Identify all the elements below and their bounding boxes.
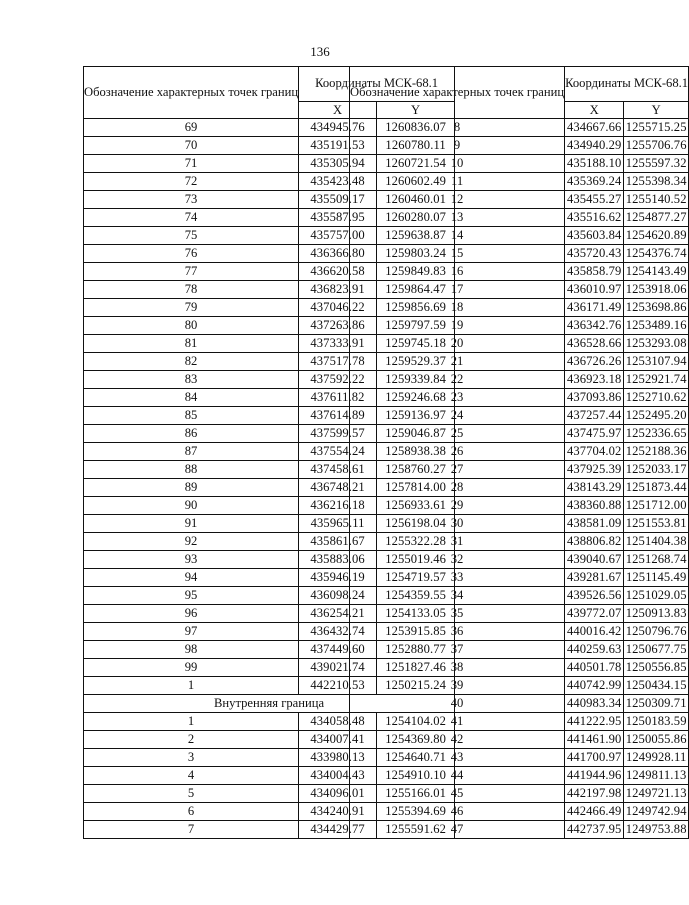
coord-x: 435305.94 <box>299 155 377 173</box>
coord-y: 1257814.00 <box>377 479 455 497</box>
coord-y: 1255394.69 <box>377 803 455 821</box>
coord-y: 1260721.54 <box>377 155 455 173</box>
point-id: 15 <box>350 245 565 263</box>
coord-x: 436010.97 <box>565 281 624 299</box>
table-row <box>350 605 689 623</box>
coord-y: 1253698.86 <box>624 299 689 317</box>
coord-x: 434429.77 <box>299 821 377 839</box>
coord-x: 438143.29 <box>565 479 624 497</box>
coord-x: 439281.67 <box>565 569 624 587</box>
coord-x: 437704.02 <box>565 443 624 461</box>
point-id: 10 <box>350 155 565 173</box>
point-id: 37 <box>350 641 565 659</box>
point-id: 94 <box>84 569 299 587</box>
coord-y: 1255398.34 <box>624 173 689 191</box>
coord-x: 439021.74 <box>299 659 377 677</box>
coord-x: 442197.98 <box>565 785 624 803</box>
coord-x: 438581.09 <box>565 515 624 533</box>
coord-x: 441700.97 <box>565 749 624 767</box>
coord-y: 1254369.80 <box>377 731 455 749</box>
table-row <box>350 407 689 425</box>
table-row <box>350 137 689 155</box>
coord-y: 1255706.76 <box>624 137 689 155</box>
coord-x: 436923.18 <box>565 371 624 389</box>
table-row <box>350 281 689 299</box>
coord-x: 436216.18 <box>299 497 377 515</box>
coord-y: 1255166.01 <box>377 785 455 803</box>
coord-x: 435965.11 <box>299 515 377 533</box>
coord-x: 440742.99 <box>565 677 624 695</box>
point-id: 81 <box>84 335 299 353</box>
coord-x: 437925.39 <box>565 461 624 479</box>
coord-x: 437599.57 <box>299 425 377 443</box>
coord-y: 1255591.62 <box>377 821 455 839</box>
point-id: 38 <box>350 659 565 677</box>
coord-y: 1254910.10 <box>377 767 455 785</box>
coord-y: 1252495.20 <box>624 407 689 425</box>
header-y: Y <box>377 102 455 119</box>
point-id: 71 <box>84 155 299 173</box>
table-row <box>350 209 689 227</box>
coord-y: 1253915.85 <box>377 623 455 641</box>
coord-x: 440016.42 <box>565 623 624 641</box>
coord-y: 1252880.77 <box>377 641 455 659</box>
coord-x: 435455.27 <box>565 191 624 209</box>
point-id: 69 <box>84 119 299 137</box>
coord-x: 436726.26 <box>565 353 624 371</box>
point-id: 47 <box>350 821 565 839</box>
coord-x: 441222.95 <box>565 713 624 731</box>
coord-x: 434058.48 <box>299 713 377 731</box>
table-row <box>350 119 689 137</box>
point-id: 39 <box>350 677 565 695</box>
coord-y: 1260602.49 <box>377 173 455 191</box>
point-id: 93 <box>84 551 299 569</box>
page-number: 136 <box>310 44 330 59</box>
coord-y: 1259529.37 <box>377 353 455 371</box>
coord-x: 434240.91 <box>299 803 377 821</box>
point-id: 46 <box>350 803 565 821</box>
point-id: 23 <box>350 389 565 407</box>
coord-x: 441944.96 <box>565 767 624 785</box>
coord-x: 434096.01 <box>299 785 377 803</box>
coord-y: 1250796.76 <box>624 623 689 641</box>
table-row <box>350 227 689 245</box>
coord-x: 437046.22 <box>299 299 377 317</box>
table-row <box>350 515 689 533</box>
coord-y: 1254620.89 <box>624 227 689 245</box>
point-id: 8 <box>350 119 565 137</box>
point-id: 14 <box>350 227 565 245</box>
table-row <box>350 317 689 335</box>
coord-y: 1259797.59 <box>377 317 455 335</box>
coord-y: 1251873.44 <box>624 479 689 497</box>
point-id: 20 <box>350 335 565 353</box>
coord-x: 435369.24 <box>565 173 624 191</box>
coord-x: 437263.86 <box>299 317 377 335</box>
coord-y: 1253107.94 <box>624 353 689 371</box>
header-designation: Обозначение характерных точек границ <box>350 67 565 119</box>
coord-x: 437517.78 <box>299 353 377 371</box>
point-id: 31 <box>350 533 565 551</box>
coord-x: 439526.56 <box>565 587 624 605</box>
table-row <box>350 263 689 281</box>
coord-x: 433980.13 <box>299 749 377 767</box>
coord-y: 1254104.02 <box>377 713 455 731</box>
coord-y: 1252710.62 <box>624 389 689 407</box>
point-id: 22 <box>350 371 565 389</box>
point-id: 7 <box>84 821 299 839</box>
coord-y: 1259803.24 <box>377 245 455 263</box>
coord-x: 434940.29 <box>565 137 624 155</box>
coord-y: 1259136.97 <box>377 407 455 425</box>
table-row <box>350 353 689 371</box>
point-id: 41 <box>350 713 565 731</box>
point-id: 74 <box>84 209 299 227</box>
coord-x: 435191.53 <box>299 137 377 155</box>
coord-y: 1251827.46 <box>377 659 455 677</box>
point-id: 1 <box>84 677 299 695</box>
coord-y: 1254640.71 <box>377 749 455 767</box>
point-id: 85 <box>84 407 299 425</box>
coord-x: 436254.21 <box>299 605 377 623</box>
coord-y: 1251029.05 <box>624 587 689 605</box>
point-id: 99 <box>84 659 299 677</box>
point-id: 35 <box>350 605 565 623</box>
coord-y: 1255140.52 <box>624 191 689 209</box>
point-id: 34 <box>350 587 565 605</box>
coord-y: 1258938.38 <box>377 443 455 461</box>
header-x: X <box>299 102 377 119</box>
coord-y: 1252336.65 <box>624 425 689 443</box>
coord-x: 437592.22 <box>299 371 377 389</box>
point-id: 18 <box>350 299 565 317</box>
header-coordinates: Координаты МСК-68.1 <box>565 67 689 102</box>
point-id: 77 <box>84 263 299 281</box>
point-id: 12 <box>350 191 565 209</box>
coord-x: 436432.74 <box>299 623 377 641</box>
point-id: 4 <box>84 767 299 785</box>
point-id: 72 <box>84 173 299 191</box>
coord-x: 434004.43 <box>299 767 377 785</box>
table-row <box>350 191 689 209</box>
point-id: 11 <box>350 173 565 191</box>
point-id: 92 <box>84 533 299 551</box>
table-row <box>350 803 689 821</box>
point-id: 83 <box>84 371 299 389</box>
coord-x: 435188.10 <box>565 155 624 173</box>
point-id: 21 <box>350 353 565 371</box>
coord-y: 1251268.74 <box>624 551 689 569</box>
coord-y: 1258760.27 <box>377 461 455 479</box>
coord-x: 437333.91 <box>299 335 377 353</box>
point-id: 1 <box>84 713 299 731</box>
point-id: 28 <box>350 479 565 497</box>
table-row <box>350 569 689 587</box>
point-id: 75 <box>84 227 299 245</box>
coord-y: 1260460.01 <box>377 191 455 209</box>
coord-x: 436342.76 <box>565 317 624 335</box>
point-id: 95 <box>84 587 299 605</box>
table-row <box>350 785 689 803</box>
coord-y: 1252921.74 <box>624 371 689 389</box>
coord-y: 1255597.32 <box>624 155 689 173</box>
coord-y: 1254133.05 <box>377 605 455 623</box>
coord-x: 436748.21 <box>299 479 377 497</box>
coordinates-table-right <box>349 66 689 839</box>
coord-x: 436366.80 <box>299 245 377 263</box>
coord-x: 435757.00 <box>299 227 377 245</box>
coord-y: 1259849.83 <box>377 263 455 281</box>
point-id: 17 <box>350 281 565 299</box>
coord-x: 437554.24 <box>299 443 377 461</box>
coord-y: 1254376.74 <box>624 245 689 263</box>
coord-x: 437611.82 <box>299 389 377 407</box>
coord-y: 1260280.07 <box>377 209 455 227</box>
coord-x: 442737.95 <box>565 821 624 839</box>
point-id: 6 <box>84 803 299 821</box>
coord-x: 440983.34 <box>565 695 624 713</box>
point-id: 80 <box>84 317 299 335</box>
coord-y: 1253293.08 <box>624 335 689 353</box>
coord-y: 1260780.11 <box>377 137 455 155</box>
point-id: 84 <box>84 389 299 407</box>
coord-y: 1254143.49 <box>624 263 689 281</box>
point-id: 26 <box>350 443 565 461</box>
table-row <box>350 821 689 839</box>
coord-y: 1256933.61 <box>377 497 455 515</box>
point-id: 44 <box>350 767 565 785</box>
coord-x: 437614.89 <box>299 407 377 425</box>
point-id: 87 <box>84 443 299 461</box>
coord-y: 1260836.07 <box>377 119 455 137</box>
point-id: 82 <box>84 353 299 371</box>
coord-y: 1256198.04 <box>377 515 455 533</box>
header-y: Y <box>624 102 689 119</box>
point-id: 36 <box>350 623 565 641</box>
table-row <box>350 461 689 479</box>
point-id: 70 <box>84 137 299 155</box>
point-id: 89 <box>84 479 299 497</box>
coord-x: 434945.76 <box>299 119 377 137</box>
point-id: 19 <box>350 317 565 335</box>
coord-x: 437449.60 <box>299 641 377 659</box>
table-row <box>350 641 689 659</box>
coord-y: 1252188.36 <box>624 443 689 461</box>
table-row <box>350 155 689 173</box>
table-row <box>350 335 689 353</box>
table-row <box>350 389 689 407</box>
coord-y: 1250183.59 <box>624 713 689 731</box>
coord-y: 1249721.13 <box>624 785 689 803</box>
table-row <box>350 749 689 767</box>
point-id: 30 <box>350 515 565 533</box>
coord-x: 442466.49 <box>565 803 624 821</box>
point-id: 40 <box>350 695 565 713</box>
coord-x: 437257.44 <box>565 407 624 425</box>
point-id: 98 <box>84 641 299 659</box>
table-row <box>350 299 689 317</box>
coord-y: 1249742.94 <box>624 803 689 821</box>
coord-x: 436528.66 <box>565 335 624 353</box>
coord-x: 435509.17 <box>299 191 377 209</box>
table-row <box>350 551 689 569</box>
coord-x: 440259.63 <box>565 641 624 659</box>
coord-y: 1250309.71 <box>624 695 689 713</box>
table-row <box>350 245 689 263</box>
header-x: X <box>565 102 624 119</box>
point-id: 97 <box>84 623 299 641</box>
coord-x: 435516.62 <box>565 209 624 227</box>
point-id: 90 <box>84 497 299 515</box>
coord-y: 1259638.87 <box>377 227 455 245</box>
coord-y: 1249811.13 <box>624 767 689 785</box>
coord-y: 1249928.11 <box>624 749 689 767</box>
coord-x: 442210.53 <box>299 677 377 695</box>
coord-y: 1254877.27 <box>624 209 689 227</box>
coord-y: 1259046.87 <box>377 425 455 443</box>
coord-x: 437093.86 <box>565 389 624 407</box>
coord-x: 435603.84 <box>565 227 624 245</box>
point-id: 79 <box>84 299 299 317</box>
point-id: 2 <box>84 731 299 749</box>
coord-x: 440501.78 <box>565 659 624 677</box>
coord-y: 1250055.86 <box>624 731 689 749</box>
point-id: 25 <box>350 425 565 443</box>
table-row <box>350 623 689 641</box>
point-id: 9 <box>350 137 565 155</box>
coord-y: 1250556.85 <box>624 659 689 677</box>
point-id: 42 <box>350 731 565 749</box>
point-id: 86 <box>84 425 299 443</box>
point-id: 91 <box>84 515 299 533</box>
coord-x: 434667.66 <box>565 119 624 137</box>
point-id: 3 <box>84 749 299 767</box>
table-row <box>350 443 689 461</box>
coord-x: 436620.58 <box>299 263 377 281</box>
coord-y: 1251404.38 <box>624 533 689 551</box>
coord-x: 436171.49 <box>565 299 624 317</box>
coord-x: 436823.91 <box>299 281 377 299</box>
point-id: 24 <box>350 407 565 425</box>
coord-y: 1259246.68 <box>377 389 455 407</box>
point-id: 32 <box>350 551 565 569</box>
header-coordinates: Координаты МСК-68.1 <box>299 67 455 102</box>
coord-x: 435587.95 <box>299 209 377 227</box>
coord-x: 435858.79 <box>565 263 624 281</box>
coord-y: 1249753.88 <box>624 821 689 839</box>
point-id: 96 <box>84 605 299 623</box>
point-id: 43 <box>350 749 565 767</box>
coord-y: 1254719.57 <box>377 569 455 587</box>
point-id: 16 <box>350 263 565 281</box>
section-label-inner-boundary: Внутренняя граница <box>84 695 455 713</box>
table-row <box>350 533 689 551</box>
point-id: 27 <box>350 461 565 479</box>
coord-x: 439772.07 <box>565 605 624 623</box>
point-id: 13 <box>350 209 565 227</box>
table-row <box>350 587 689 605</box>
table-row <box>350 371 689 389</box>
coord-y: 1254359.55 <box>377 587 455 605</box>
coord-x: 436098.24 <box>299 587 377 605</box>
coord-y: 1253489.16 <box>624 317 689 335</box>
coord-y: 1250913.83 <box>624 605 689 623</box>
coord-x: 434007.41 <box>299 731 377 749</box>
coord-y: 1253918.06 <box>624 281 689 299</box>
coord-y: 1251553.81 <box>624 515 689 533</box>
point-id: 45 <box>350 785 565 803</box>
coord-y: 1250434.15 <box>624 677 689 695</box>
coord-y: 1255019.46 <box>377 551 455 569</box>
table-row <box>350 695 689 713</box>
coord-x: 438806.82 <box>565 533 624 551</box>
table-row <box>350 173 689 191</box>
coord-y: 1259339.84 <box>377 371 455 389</box>
coord-x: 437458.61 <box>299 461 377 479</box>
coord-y: 1259864.47 <box>377 281 455 299</box>
coord-y: 1252033.17 <box>624 461 689 479</box>
coord-x: 435883.06 <box>299 551 377 569</box>
point-id: 88 <box>84 461 299 479</box>
coord-y: 1250215.24 <box>377 677 455 695</box>
table-row <box>350 731 689 749</box>
table-row <box>350 425 689 443</box>
coord-y: 1259745.18 <box>377 335 455 353</box>
table-row <box>350 767 689 785</box>
table-row <box>350 677 689 695</box>
coord-x: 437475.97 <box>565 425 624 443</box>
point-id: 73 <box>84 191 299 209</box>
boundary-rows <box>350 119 689 839</box>
point-id: 29 <box>350 497 565 515</box>
coord-y: 1251145.49 <box>624 569 689 587</box>
point-id: 5 <box>84 785 299 803</box>
coord-y: 1259856.69 <box>377 299 455 317</box>
coord-x: 435423.48 <box>299 173 377 191</box>
table-row <box>350 713 689 731</box>
coord-x: 441461.90 <box>565 731 624 749</box>
coord-y: 1251712.00 <box>624 497 689 515</box>
coord-x: 438360.88 <box>565 497 624 515</box>
point-id: 78 <box>84 281 299 299</box>
point-id: 33 <box>350 569 565 587</box>
table-row <box>350 479 689 497</box>
table-row <box>350 497 689 515</box>
point-id: 76 <box>84 245 299 263</box>
coord-y: 1255715.25 <box>624 119 689 137</box>
coord-x: 439040.67 <box>565 551 624 569</box>
table-row <box>350 659 689 677</box>
coord-x: 435946.19 <box>299 569 377 587</box>
coord-x: 435720.43 <box>565 245 624 263</box>
header-designation: Обозначение характерных точек границ <box>84 67 299 119</box>
coord-y: 1255322.28 <box>377 533 455 551</box>
coord-y: 1250677.75 <box>624 641 689 659</box>
coord-x: 435861.67 <box>299 533 377 551</box>
